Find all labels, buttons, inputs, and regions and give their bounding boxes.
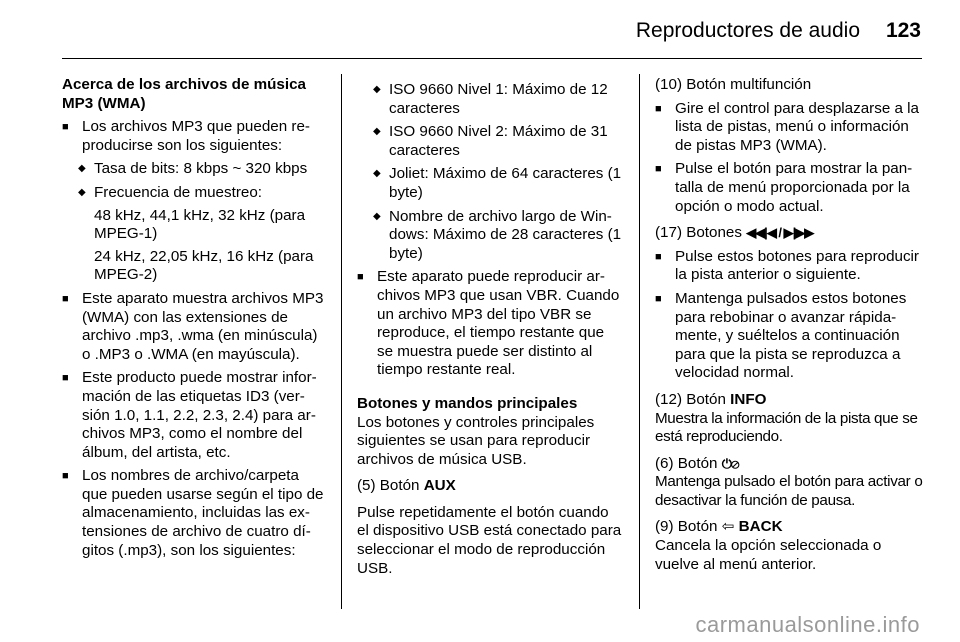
list-item: ■ Los nombres de archivo/carpeta que pueden usarse según el tipo de almacenamiento, incluidas las extensiones de archivo de cuatro dígitos (.mp3), son los siguientes: bbox=[62, 467, 327, 560]
button-ref: (12) Botón bbox=[655, 390, 731, 408]
back-arrow-icon: ⇦ bbox=[721, 518, 735, 536]
button-title-aux bbox=[357, 477, 623, 496]
list-item: ■ Gire el control para desplazarse a la lista de pistas, menú o información de pistas MP3 (WMA). bbox=[655, 100, 923, 156]
aux-label: AUX bbox=[423, 477, 456, 495]
column-divider-2 bbox=[639, 74, 640, 609]
paragraph: Pulse repetidamente el botón cuando el dispositivo USB está conectado para seleccionar el modo de reproducción USB. bbox=[357, 503, 622, 577]
paragraph: Cancela la opción seleccionada o vuelve al menú anterior. bbox=[655, 537, 882, 573]
button-ref: (5) Botón bbox=[357, 477, 424, 495]
sub-list-text: 48 kHz, 44,1 kHz, 32 kHz (para MPEG-1) bbox=[94, 206, 306, 243]
list-item: ■ Este producto puede mostrar información de las etiquetas ID3 (versión 1.0, 1.1, 2.2, 2.3, 2.4) para archivos MP3, como el nombre del álbum, del artista, etc. bbox=[62, 369, 327, 462]
column-2 bbox=[357, 76, 623, 578]
list-item: ■ Los archivos MP3 que pueden reproducirse son los siguientes: bbox=[62, 118, 327, 155]
column-1 bbox=[62, 76, 327, 560]
list-item: ■ Pulse el botón para mostrar la pantalla de menú proporcionada por la opción o modo actual. bbox=[655, 160, 923, 216]
list-item: ■ Pulse estos botones para reproducir la pista anterior o siguiente. bbox=[655, 248, 923, 285]
button-ref: (6) Botón bbox=[655, 454, 722, 472]
button-title-info bbox=[655, 391, 923, 410]
column-divider-1 bbox=[341, 74, 342, 609]
button-title-mute bbox=[655, 455, 923, 474]
list-item: ■ Este aparato puede reproducir archivos MP3 que usan VBR. Cuando un archivo MP3 del tipo VBR se reproduce, el tiempo restante que se muestra puede ser distinto al tiempo restante real. bbox=[357, 268, 623, 380]
list-item: ■ Mantenga pulsados estos botones para rebobinar o avanzar rápidamente, y suéltelos a continuación para que la pista se reproduzca a velocidad normal. bbox=[655, 290, 923, 383]
sub-list-item: ◆ Frecuencia de muestreo: bbox=[62, 184, 327, 203]
mute-icon: ⏻⊘ bbox=[721, 455, 739, 471]
button-title-multifunction: (10) Botón multifunción bbox=[655, 76, 812, 93]
button-ref: (17) Botones bbox=[655, 224, 747, 242]
sub-list-item: ◆ Joliet: Máximo de 64 caracteres (1 byte) bbox=[357, 165, 623, 202]
button-title-skip bbox=[655, 224, 923, 243]
page-number: 123 bbox=[885, 19, 921, 42]
header-divider bbox=[62, 58, 922, 59]
watermark: carmanualsonline.info bbox=[695, 612, 920, 637]
sub-list-item: ◆ ISO 9660 Nivel 1: Máximo de 12 caracteres bbox=[357, 81, 623, 118]
column-3 bbox=[655, 76, 923, 574]
sub-list-item: ◆ Nombre de archivo largo de Windows: Máximo de 28 caracteres (1 byte) bbox=[357, 208, 623, 264]
button-title-back bbox=[655, 518, 923, 537]
sub-list-item: ◆ Tasa de bits: 8 kbps ~ 320 kbps bbox=[62, 160, 327, 179]
back-label: BACK bbox=[738, 518, 783, 536]
header-title: Reproductores de audio bbox=[635, 19, 860, 42]
paragraph: Mantenga pulsado el botón para activar o desactivar la función de pausa. bbox=[655, 473, 923, 509]
sub-list-text: 24 kHz, 22,05 kHz, 16 kHz (para MPEG-2) bbox=[94, 247, 314, 284]
sub-list-item: ◆ ISO 9660 Nivel 2: Máximo de 31 caracteres bbox=[357, 123, 623, 160]
paragraph: Muestra la información de la pista que se está reproduciendo. bbox=[655, 409, 918, 446]
paragraph: Los botones y controles principales siguientes se usan para reproducir archivos de música USB. bbox=[357, 413, 595, 468]
section-heading-buttons: Botones y mandos principales bbox=[357, 394, 578, 412]
section-heading-mp3: Acerca de los archivos de música MP3 (WMA) bbox=[62, 76, 306, 112]
list-item: ■ Este aparato muestra archivos MP3 (WMA) con las extensiones de archivo .mp3, .wma (en minúscula) o .MP3 o .WMA (en mayúscula). bbox=[62, 290, 327, 364]
skip-icon: ◀◀|◀ / ▶|▶▶ bbox=[746, 225, 814, 241]
button-ref: (9) Botón bbox=[655, 518, 722, 536]
info-label: INFO bbox=[730, 390, 767, 408]
